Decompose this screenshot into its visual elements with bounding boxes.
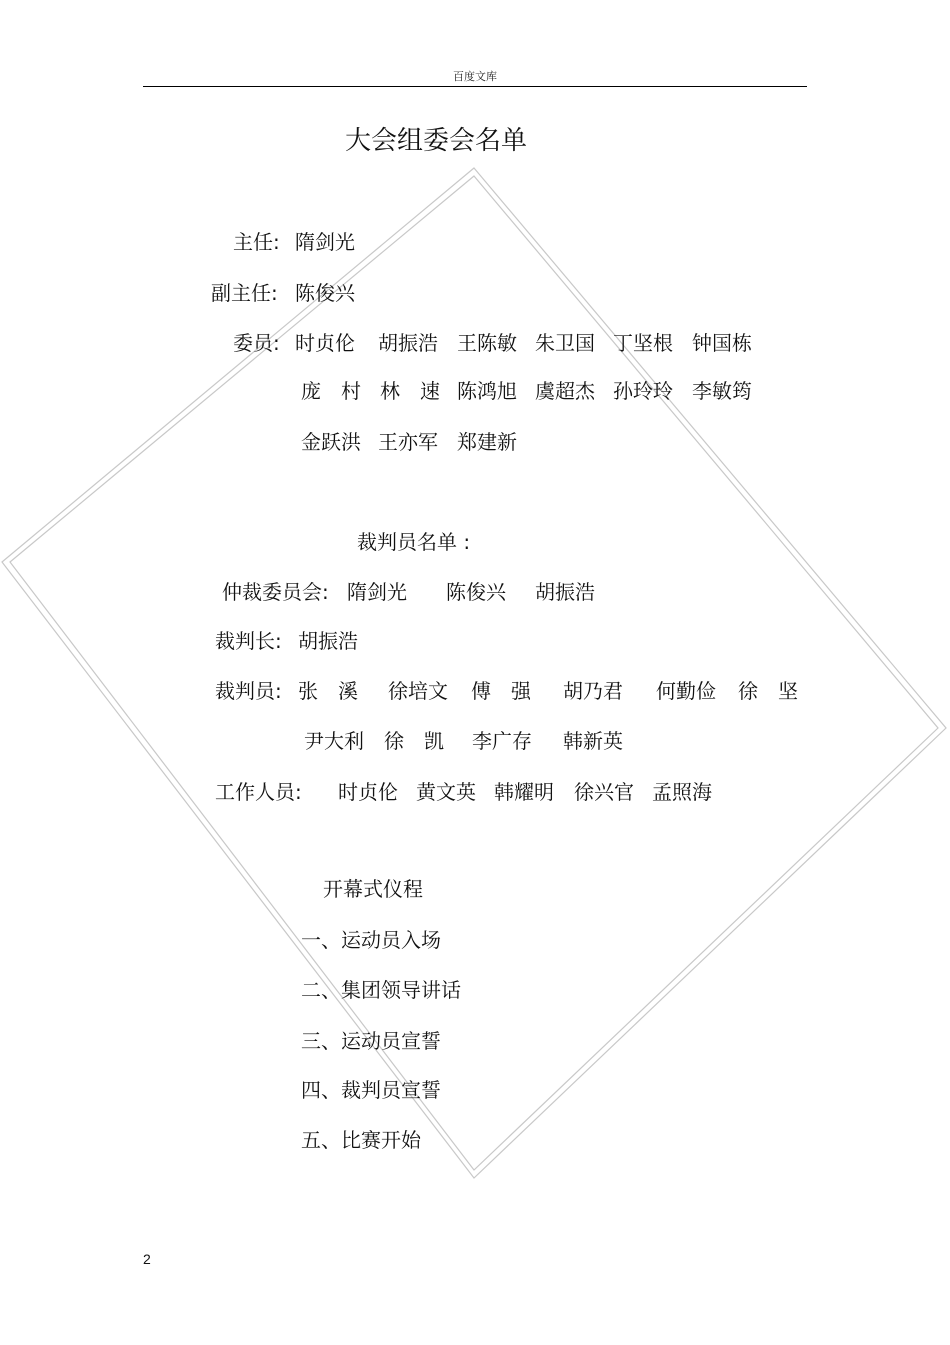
member-name: 虞超杰 — [535, 379, 595, 403]
staff-label: 工作人员: — [215, 780, 302, 804]
staff-name: 黄文英 — [416, 780, 476, 804]
header-text: 百度文库 — [453, 70, 497, 83]
arbitration-name: 陈俊兴 — [446, 580, 506, 604]
member-name: 庞 村 — [301, 379, 361, 403]
director-label: 主任: — [233, 230, 280, 254]
deputy-name: 陈俊兴 — [295, 281, 355, 305]
referee-name: 徐 坚 — [738, 679, 798, 703]
referee-name: 张 溪 — [298, 679, 358, 703]
member-name: 王亦军 — [378, 430, 438, 454]
referee-name: 李广存 — [472, 729, 532, 753]
ceremony-item: 一、运动员入场 — [301, 928, 441, 952]
arbitration-label: 仲裁委员会: — [222, 580, 329, 604]
ceremony-item: 四、裁判员宣誓 — [301, 1078, 441, 1102]
ceremony-heading: 开幕式仪程 — [323, 877, 423, 901]
staff-name: 时贞伦 — [338, 780, 398, 804]
member-name: 王陈敏 — [457, 331, 517, 355]
chief-referee-name: 胡振浩 — [298, 629, 358, 653]
arbitration-name: 隋剑光 — [347, 580, 407, 604]
staff-name: 徐兴官 — [574, 780, 634, 804]
deputy-label: 副主任: — [211, 281, 278, 305]
member-name: 林 速 — [380, 379, 440, 403]
header-rule — [143, 86, 807, 87]
referees-heading: 裁判员名单 : — [357, 530, 471, 554]
member-name: 孙玲玲 — [613, 379, 673, 403]
referee-name: 韩新英 — [563, 729, 623, 753]
staff-name: 韩耀明 — [494, 780, 554, 804]
referee-name: 胡乃君 — [563, 679, 623, 703]
member-name: 丁坚根 — [613, 331, 673, 355]
members-label: 委员: — [233, 331, 280, 355]
referee-name: 徐培文 — [388, 679, 448, 703]
member-name: 钟国栋 — [692, 331, 752, 355]
member-name: 时贞伦 — [295, 331, 355, 355]
referee-name: 傅 强 — [471, 679, 531, 703]
member-name: 陈鸿旭 — [457, 379, 517, 403]
ceremony-item: 三、运动员宣誓 — [301, 1029, 441, 1053]
referee-name: 徐 凯 — [384, 729, 444, 753]
director-name: 隋剑光 — [295, 230, 355, 254]
chief-referee-label: 裁判长: — [215, 629, 282, 653]
member-name: 李敏筠 — [692, 379, 752, 403]
ceremony-item: 五、比赛开始 — [301, 1128, 421, 1152]
page-number: 2 — [143, 1251, 151, 1267]
member-name: 金跃洪 — [301, 430, 361, 454]
member-name: 朱卫国 — [535, 331, 595, 355]
staff-name: 孟照海 — [652, 780, 712, 804]
member-name: 胡振浩 — [378, 331, 438, 355]
member-name: 郑建新 — [457, 430, 517, 454]
ceremony-item: 二、集团领导讲话 — [301, 978, 461, 1002]
referee-members-label: 裁判员: — [215, 679, 282, 703]
referee-name: 何勤俭 — [656, 679, 716, 703]
referee-name: 尹大利 — [304, 729, 364, 753]
arbitration-name: 胡振浩 — [535, 580, 595, 604]
page-title: 大会组委会名单 — [345, 126, 528, 156]
